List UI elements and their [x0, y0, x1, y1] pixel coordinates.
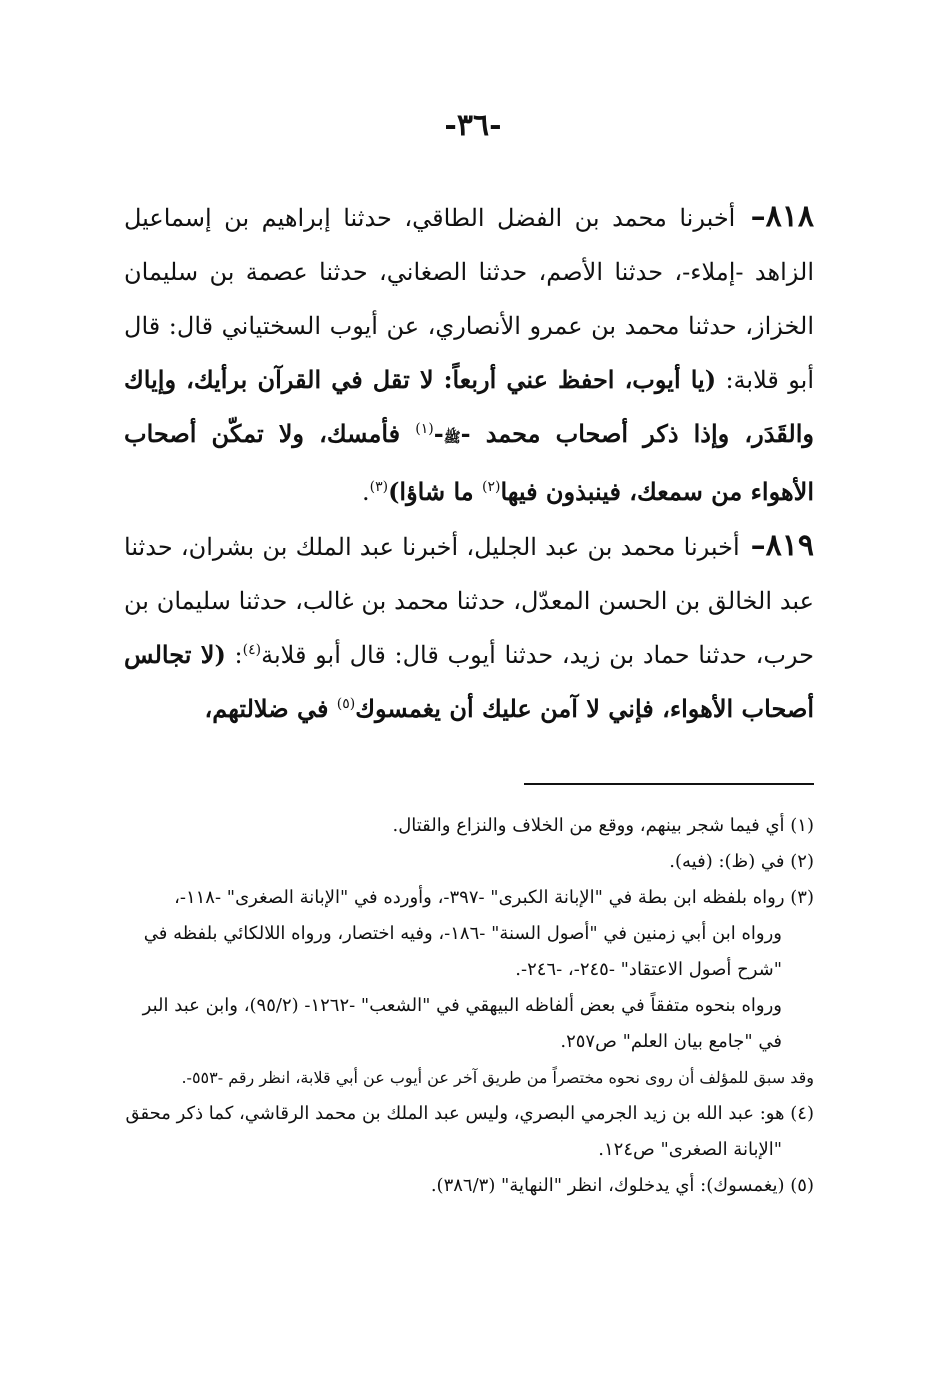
footnote-2: (٢) في (ظ): (فيه).: [669, 851, 814, 872]
footnote-ref-3[interactable]: (٣): [369, 479, 389, 495]
hadith-number: ٨١٩: [765, 528, 814, 563]
isnad-text: أخبرنا محمد بن الفضل الطاقي، حدثنا إبراهيم بن إسماعيل الزاهد -إملاء-، حدثنا الأصم، حدثنا الصغاني، حدثنا عصمة بن سليمان الخزاز، حدثنا محمد بن عمرو الأنصاري، عن أيوب السختياني قال: قال أبو قلابة:: [124, 204, 815, 394]
footnote-3-line-3: "شرح أصول الاعتقاد" -٢٤٥-، -٢٤٦-.: [515, 959, 782, 980]
matn-text: فأمسك، ولا تمكّن أصحاب الأهواء من سمعك، فينبذون فيها: [124, 419, 814, 506]
footnote-3-line-2: ورواه ابن أبي زمنين في "أصول السنة" -١٨٦-، وفيه اختصار، ورواه اللالكائي بلفظه في: [143, 923, 782, 944]
matn-dash: -: [433, 419, 444, 448]
matn-text: في ضلالتهم،: [204, 694, 337, 723]
footnote-5: (٥) (يغمسوك): أي يدخلوك، انظر "النهاية" (٣٨٦/٣).: [430, 1175, 814, 1196]
footnote-4-line-2: "الإبانة الصغرى" ص١٢٤.: [598, 1139, 782, 1160]
footnote-4: (٤) هو: عبد الله بن زيد الجرمي البصري، وليس عبد الملك بن محمد الرقاشي، كما ذكر محقق: [125, 1103, 814, 1124]
footnote-1: (١) أي فيما شجر بينهم، ووقع من الخلاف والنزاع والقتال.: [392, 815, 814, 836]
salla-glyph: ﷺ: [443, 430, 461, 446]
hadith-dash: –: [735, 199, 766, 234]
footnote-3-line-4: ورواه بنحوه متفقاً في بعض ألفاظه البيهقي في "الشعب" -١٢٦٢- (٩٥/٢)، وابن عبد البر: [142, 995, 782, 1016]
main-text: [124, 190, 814, 736]
period: .: [361, 478, 370, 506]
hadith-818: [124, 190, 814, 519]
matn-text: (لا تجالس أصحاب الأهواء، فإني لا آمن عليك أن يغمسوك: [124, 640, 814, 723]
footnote-divider: [524, 783, 814, 785]
footnotes: [124, 808, 814, 1204]
matn-text: (يا أيوب، احفظ عني أربعاً: لا تقل في القرآن برأيك، وإياك والقَدَر، وإذا ذكر أصحاب محمد -: [124, 365, 815, 448]
footnote-ref-2[interactable]: (٢): [481, 479, 501, 495]
hadith-819: [124, 519, 814, 736]
isnad-text: أخبرنا محمد بن عبد الجليل، أخبرنا عبد الملك بن بشران، حدثنا عبد الخالق بن الحسن المعدّل، حدثنا محمد بن غالب، حدثنا سليمان بن حرب، حدثنا حماد بن زيد، حدثنا أيوب قال: قال أبو قلابة: [124, 533, 814, 669]
footnote-ref-1[interactable]: (١): [415, 421, 434, 437]
footnote-ref-5[interactable]: (٥): [336, 696, 356, 712]
footnote-3-line-5: في "جامع بيان العلم" ص٢٥٧.: [560, 1031, 782, 1052]
footnote-3-line-6: وقد سبق للمؤلف أن روى نحوه مختصراً من طريق آخر عن أيوب عن أبي قلابة، انظر رقم -٥٥٣-.: [181, 1068, 814, 1087]
footnote-ref-4[interactable]: (٤): [242, 642, 262, 658]
hadith-dash: –: [739, 528, 766, 563]
colon: :: [225, 641, 243, 669]
footnote-3: (٣) رواه بلفظه ابن بطة في "الإبانة الكبرى" -٣٩٧-، وأورده في "الإبانة الصغرى" -١١٨-،: [174, 887, 814, 908]
matn-text: ما شاؤا): [388, 477, 482, 506]
hadith-number: ٨١٨: [765, 199, 814, 234]
page-number: -٣٦-: [444, 108, 502, 143]
